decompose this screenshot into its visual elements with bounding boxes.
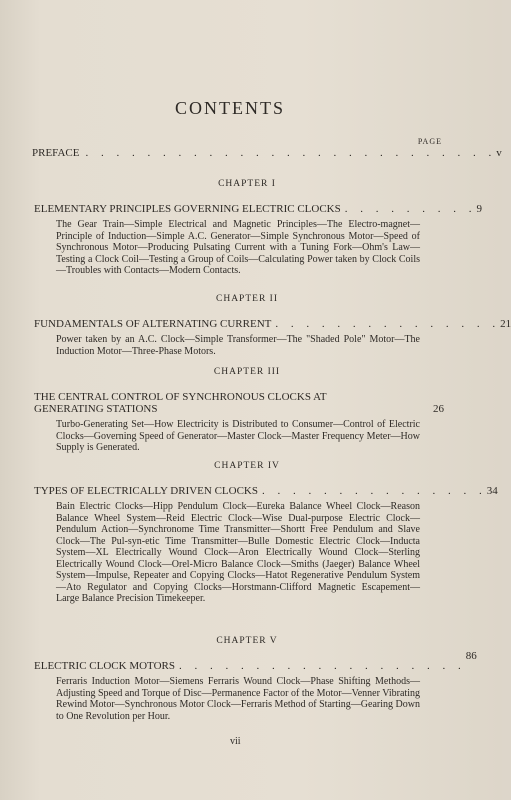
- chapter-2[interactable]: [34, 294, 511, 357]
- chapter-description: Turbo-Generating Set—How Electricity is Distributed to Consumer—Control of Electric Clocks—Governing Speed of Generator—Master Clock—Master Frequency Meter—How Supply is Generated.: [56, 419, 420, 453]
- chapter-description: The Gear Train—Simple Electrical and Magnetic Principles—The Electro-magnet—Principle of Induction—Simple A.C. Generator—Simple Synchronous Motor—Speed of Synchronous Motor—Producing Pulsating Current with a Tuning Fork—Ohm's Law—Testing a Clock Coil—Testing a Group of Coils—Calculating Power taken by Clock Coils—Troubles with Contacts—Modern Contacts.: [56, 219, 420, 276]
- page-column-heading: PAGE: [417, 137, 442, 146]
- chapter-page-number: 9: [476, 203, 482, 215]
- leader-dots: . . . . . . . . . . . . . . .: [262, 485, 487, 497]
- chapter-4[interactable]: [34, 461, 498, 605]
- chapter-title-row: [34, 650, 477, 672]
- chapter-label: CHAPTER I: [218, 179, 276, 189]
- chapter-5[interactable]: [34, 636, 477, 722]
- leader-dots: . . . . . . . . . . . . . . . . . . .: [178, 660, 466, 672]
- chapter-title: THE CENTRAL CONTROL OF SYNCHRONOUS CLOCKS AT GENERATING STATIONS: [34, 391, 327, 415]
- preface-label: PREFACE: [32, 147, 80, 159]
- chapter-page-number: 21: [500, 318, 511, 330]
- chapter-title-row: [34, 203, 482, 215]
- leader-dots: . . . . . . . . . . . . . . . . . . . . . . . . . . .: [85, 147, 497, 159]
- chapter-title: TYPES OF ELECTRICALLY DRIVEN CLOCKS: [34, 485, 258, 497]
- chapter-title-row: [34, 391, 444, 415]
- chapter-description: Power taken by an A.C. Clock—Simple Transformer—The "Shaded Pole" Motor—The Induction Motor—Three-Phase Motors.: [56, 334, 420, 357]
- chapter-title: FUNDAMENTALS OF ALTERNATING CURRENT: [34, 318, 272, 330]
- chapter-label: CHAPTER III: [213, 367, 281, 377]
- chapter-page-number: 26: [433, 403, 444, 415]
- contents-title: CONTENTS: [175, 98, 285, 118]
- preface-entry[interactable]: [32, 147, 502, 159]
- chapter-label: CHAPTER II: [216, 294, 278, 304]
- chapter-page-number: 34: [486, 485, 498, 497]
- chapter-page-number: 86: [465, 650, 477, 662]
- chapter-description: Bain Electric Clocks—Hipp Pendulum Clock—Eureka Balance Wheel Clock—Reason Balance Wheel System—Reid Electric Clock—Wise Dual-purpose Electric Clock—Pendulum Action—Synchronome Time Transmitter—Shortt Free Pendulum and Slave Clock—The Pul-syn-etic Time Transmitter—Bulle Domestic Electric Clock—Inducta System—XL Electrically Wound Clock—Aron Electrically Wound Clock—Sterling Electrically Wound Clock—Orel-Micro Balance Clock—Smiths (Jaeger) Balance Wheel System—Impulse, Repeater and Copying Clocks—Hatot Regenerative Pendulum System—Ato Regulator and Copying Clocks—Horstmann-Clifford Magnetic Escapement—Large Balance Precision Timekeeper.: [56, 501, 420, 604]
- chapter-description: Ferraris Induction Motor—Siemens Ferraris Wound Clock—Phase Shifting Methods—Adjusting Speed and Torque of Disc—Permanence Factor of the Motor—Venner Vibrating Rewind Motor—Synchronous Motor Clock—Ferraris Method of Starting—Gearing Down to One Revolution per Hour.: [56, 676, 420, 722]
- chapter-3[interactable]: [34, 367, 444, 454]
- chapter-label: CHAPTER V: [216, 636, 278, 646]
- chapter-title: ELEMENTARY PRINCIPLES GOVERNING ELECTRIC CLOCKS: [34, 203, 341, 215]
- chapter-title-row: [34, 485, 498, 497]
- folio-page-number: vii: [230, 736, 241, 747]
- leader-dots: . . . . . . . . .: [344, 203, 477, 215]
- leader-dots: . . . . . . . . . . . . . . .: [275, 318, 501, 330]
- chapter-title: ELECTRIC CLOCK MOTORS: [34, 660, 175, 672]
- chapter-title-row: [34, 318, 511, 330]
- chapter-label: CHAPTER IV: [214, 461, 280, 471]
- chapter-1[interactable]: [34, 179, 482, 277]
- preface-page-number: v: [496, 147, 502, 159]
